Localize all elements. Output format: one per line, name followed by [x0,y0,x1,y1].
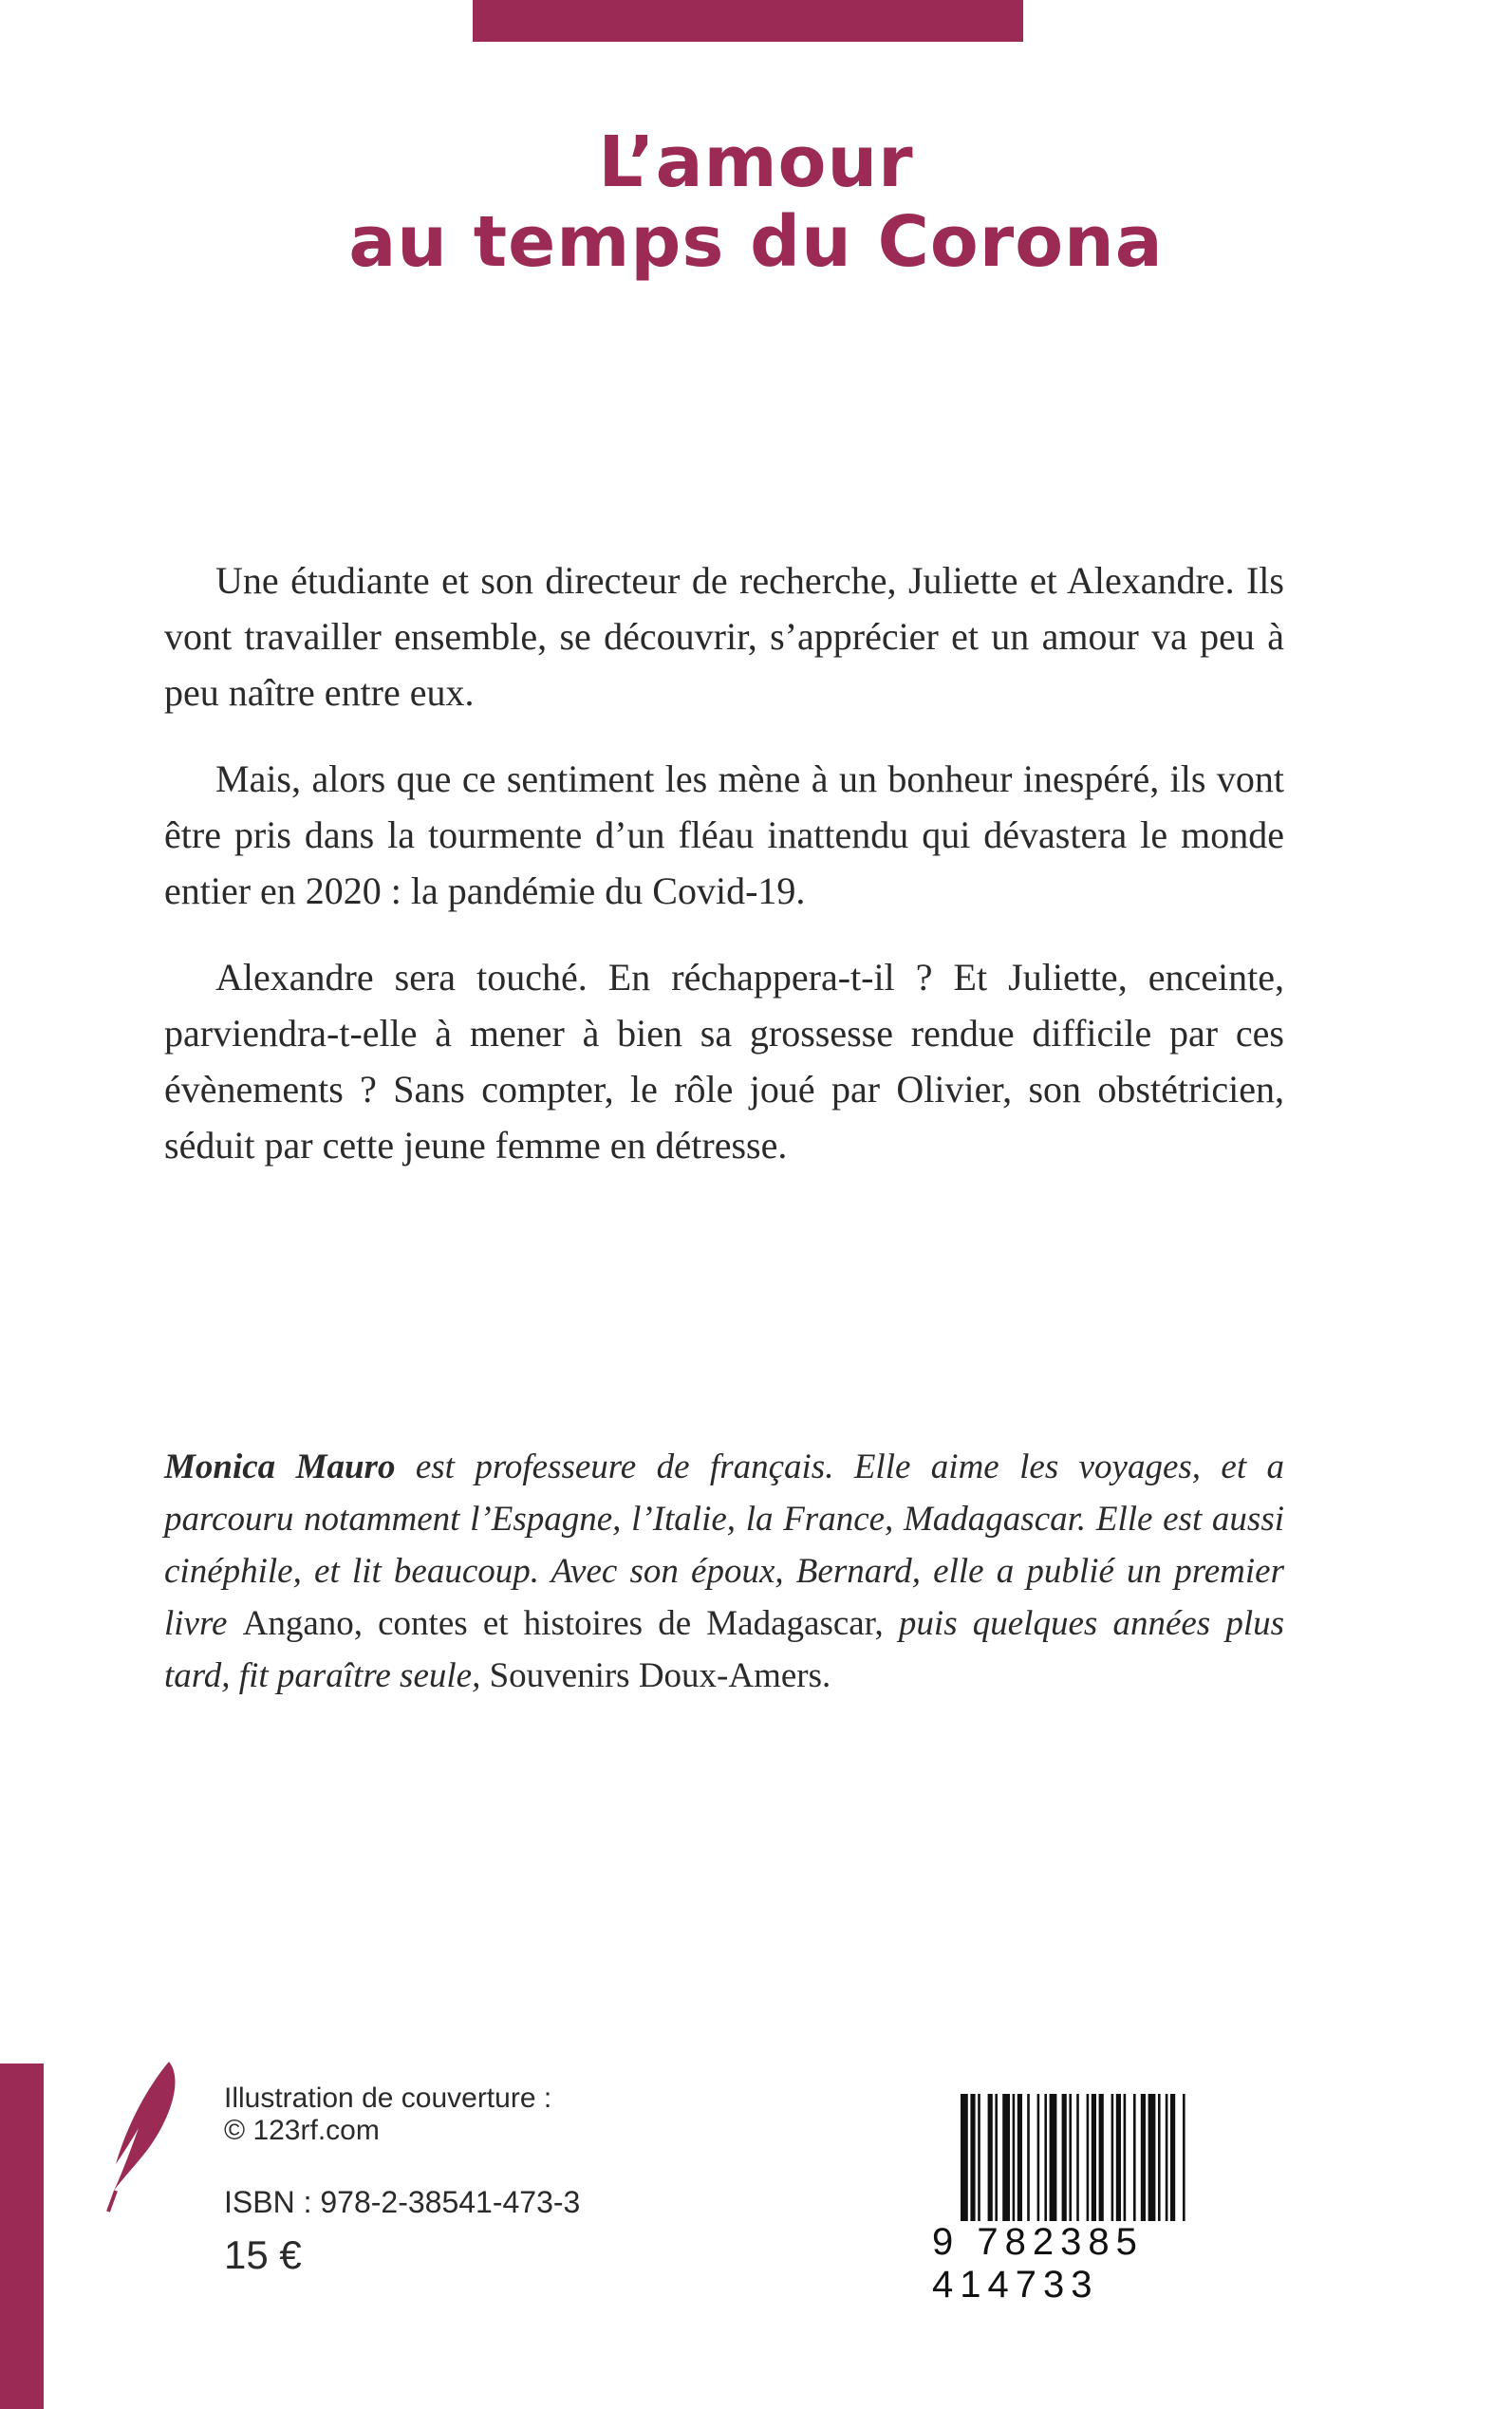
book-title-line1: L’amour [598,121,914,203]
book-title-line2: au temps du Corona [348,201,1164,283]
price: 15 € [224,2232,302,2277]
credits-label: Illustration de couverture : [224,2082,552,2114]
top-accent-bar [473,0,1023,42]
bio-book-title-2: Souvenirs Doux-Amers. [489,1656,831,1695]
bio-text-1: est professeure de français. Elle aime les voyages, et a parcouru notamment l’Espagne, l’Italie, la France, Madagascar. Elle est aussi cinéphile, et lit beaucoup. Avec son époux, Bernard, elle a publié un premier livre [164,1447,1284,1643]
bio-book-title-1: Angano, contes et histoires de Madagascar, [242,1604,884,1643]
cover-credits [224,2082,551,2147]
feather-icon [103,2058,188,2215]
bio-text-2: puis quelques années plus tard, fit paraître seule, [164,1604,1285,1695]
credits-source: © 123rf.com [224,2115,380,2146]
barcode-digits: 9 782385 414733 [932,2221,1312,2306]
author-bio [164,1441,1284,1702]
author-name: Monica Mauro [164,1447,396,1486]
bottom-left-accent-bar [0,2064,44,2409]
blurb-paragraph-2: Mais, alors que ce sentiment les mène à un bonheur inespéré, ils vont être pris dans la tourmente d’un fléau inattendu qui dévastera le monde entier en 2020 : la pandémie du Covid-19. [164,757,1284,912]
isbn: ISBN : 978-2-38541-473-3 [224,2185,581,2219]
blurb-paragraph-3: Alexandre sera touché. En réchappera-t-il ? Et Juliette, enceinte, parviendra-t-elle à mener à bien sa grossesse rendue difficile par ces évènements ? Sans compter, le rôle joué par Olivier, son obstétricien, séduit par cette jeune femme en détresse. [164,956,1284,1167]
blurb [164,552,1284,1204]
blurb-paragraph-1: Une étudiante et son directeur de recherche, Juliette et Alexandre. Ils vont travailler ensemble, se découvrir, s’apprécier et un amour va peu à peu naître entre eux. [164,559,1284,714]
